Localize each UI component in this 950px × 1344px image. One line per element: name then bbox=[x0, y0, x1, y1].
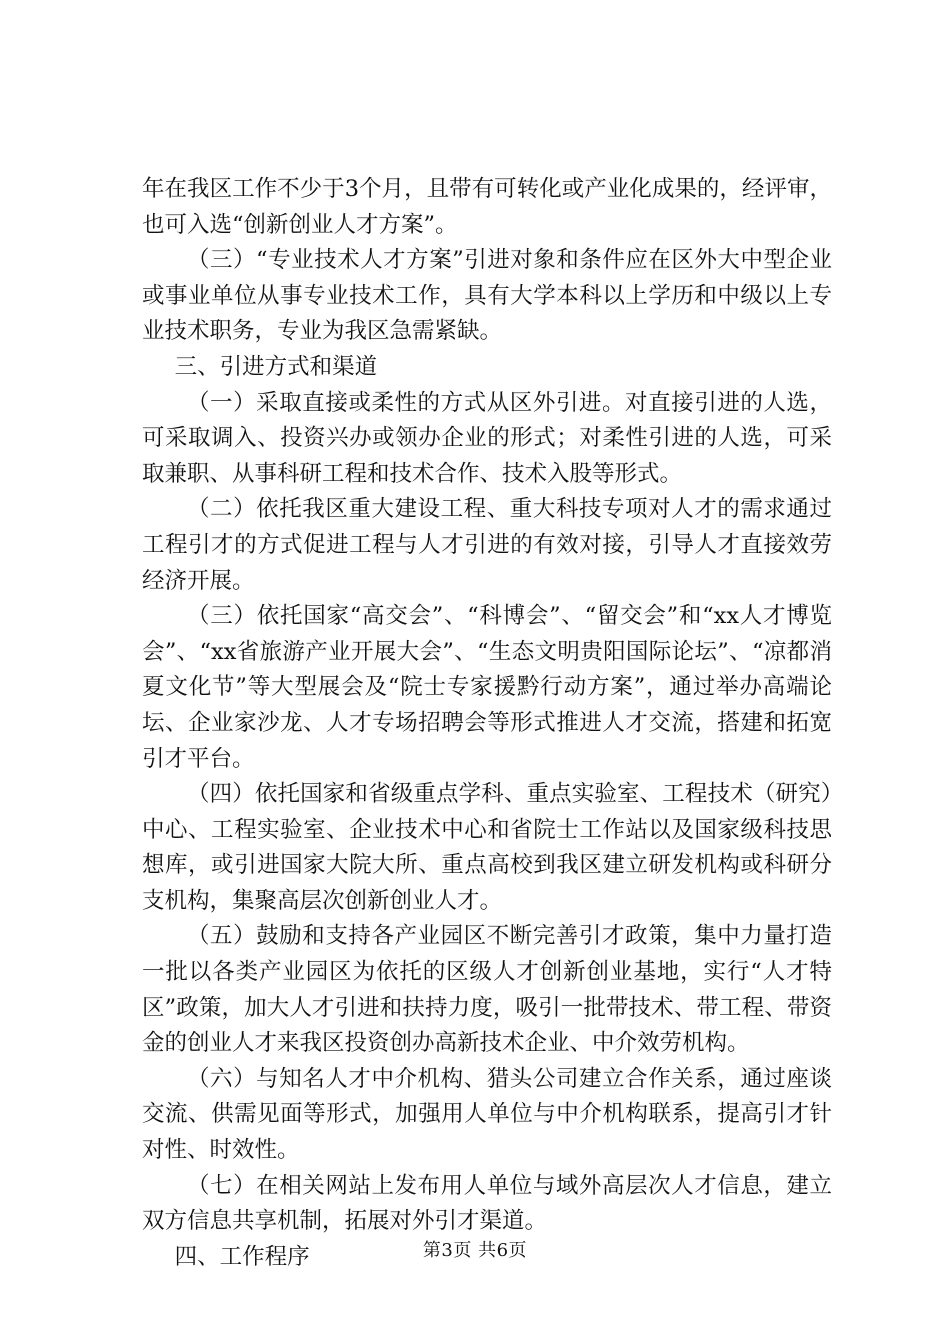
paragraph-item-5: （五）鼓励和支持各产业园区不断完善引才政策，集中力量打造一批以各类产业园区为依托的区级人才创新创业基地，实行“人才特区”政策，加大人才引进和扶持力度，吸引一批带技术、带工程、带资金的创业人才来我区投资创办高新技术企业、中介效劳机构。 bbox=[142, 923, 832, 1057]
paragraph-item-7: （七）在相关网站上发布用人单位与域外高层次人才信息，建立双方信息共享机制，拓展对外引才渠道。 bbox=[142, 1172, 832, 1235]
paragraph-item-3: （三）依托国家“高交会”、“科博会”、“留交会”和“xx人才博览会”、“xx省旅游产业开展大会”、“生态文明贵阳国际论坛”、“凉都消夏文化节”等大型展会及“院士专家援黔行动方案”，通过举办高端论坛、企业家沙龙、人才专场招聘会等形式推进人才交流，搭建和拓宽引才平台。 bbox=[142, 603, 832, 772]
paragraph-item-4: （四）依托国家和省级重点学科、重点实验室、工程技术（研究）中心、工程实验室、企业技术中心和省院士工作站以及国家级科技思想库，或引进国家大院大所、重点高校到我区建立研发机构或科研分支机构，集聚高层次创新创业人才。 bbox=[142, 781, 832, 914]
section-heading-introduction-methods: 三、引进方式和渠道 bbox=[174, 353, 378, 380]
page-number-footer: 第3页 共6页 bbox=[422, 1240, 528, 1261]
paragraph-continuation: 年在我区工作不少于3个月，且带有可转化或产业化成果的，经评审，也可入选“创新创业人才方案”。 bbox=[142, 176, 832, 238]
paragraph-item-1: （一）采取直接或柔性的方式从区外引进。对直接引进的人选，可采取调入、投资兴办或领办企业的形式；对柔性引进的人选，可采取兼职、从事科研工程和技术合作、技术入股等形式。 bbox=[142, 389, 832, 487]
document-body bbox=[142, 172, 832, 1275]
paragraph-item-3-professional-talent: （三）“专业技术人才方案”引进对象和条件应在区外大中型企业或事业单位从事专业技术工作，具有大学本科以上学历和中级以上专业技术职务，专业为我区急需紧缺。 bbox=[142, 247, 832, 345]
section-heading-work-procedure: 四、工作程序 bbox=[174, 1243, 310, 1270]
paragraph-item-6: （六）与知名人才中介机构、猎头公司建立合作关系，通过座谈交流、供需见面等形式，加强用人单位与中介机构联系，提高引才针对性、时效性。 bbox=[142, 1065, 832, 1164]
paragraph-item-2: （二）依托我区重大建设工程、重大科技专项对人才的需求通过工程引才的方式促进工程与人才引进的有效对接，引导人才直接效劳经济开展。 bbox=[142, 496, 832, 594]
